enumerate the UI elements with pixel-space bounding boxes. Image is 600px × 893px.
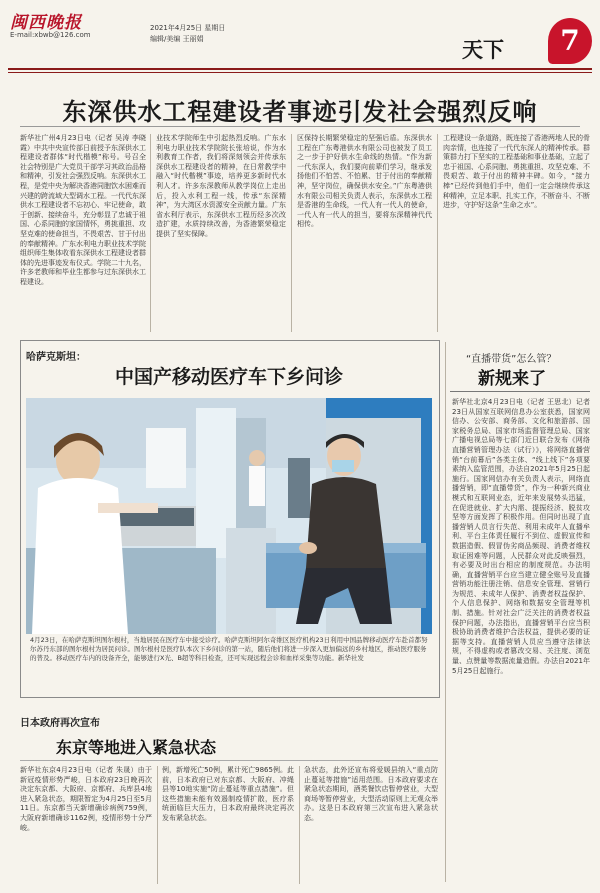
- feature-headline: 中国产移动医疗车下乡问诊: [114, 366, 343, 388]
- column-separator: [437, 134, 438, 332]
- lead-column-4: 工程建设一条道路，既连接了香港两地人民的骨肉亲情，也连接了一代代东深人的精神传承。群策群力打下坚实的工程基础和事业基础，立起了忠于祖国、心系同胞、勇挑重担、攻坚克难、不畏艰苦、敢于付出的精神丰碑。如今，“接力棒”已经传到他们手中，他们一定会继续传承这种精神，立足本职、扎实工作，不断奋斗、不断进步，守护好这条“生命之水”。: [443, 134, 590, 210]
- column-separator: [299, 766, 300, 884]
- lead-column-3: 区保持长期繁荣稳定的坚强后盾。东深供水工程在广东粤港供水有限公司也被发了员工之一步于护好供水生命线的热情。“作为新一代东深人，我们要向前辈们学习，继承发扬他们不怕苦、不怕累、甘于付出的奉献精神，坚守岗位，确保供水安全。”广东粤港供水有限公司相关负责人表示，东深供水工程是香港的生命线，一代人有一代人的使命，一代人有一代人的担当，要将东深精神代代相传。: [297, 134, 432, 229]
- lead-column-1: 新华社广州4月23日电（记者 吴涛 李晓霞）中共中央宣传部日前授予东深供水工程建设者群体“时代楷模”称号。号召全社会特别是广大党员干部学习其政治品格和精神，引发社会强烈反响。东深供水工程，是党中央为解决香港同胞饮水困难而兴建的跨流域大型调水工程。一代代东深供水工程建设者不忘初心、牢记使命，敢于创新、接续奋斗，充分彰显了忠诚于祖国、心系同胞的家国情怀，勇挑重担、攻坚克难的使命担当，不畏艰苦、甘于付出的奉献精神。广东水利电力职业技术学院组织师生集体收看东深供水工程建设者群体的先进事迹发布仪式。学院二十九名，许多老教师和毕业生都参与过东深供水工程建设。: [20, 134, 146, 286]
- right-headline-rule: [450, 391, 590, 392]
- section-title: 天下: [462, 37, 504, 62]
- bottom-headline: 东京等地进入紧急状态: [56, 738, 217, 757]
- lead-column-2: 业技术学院师生中引起热烈反响。广东水利电力职业技术学院院长张培说，作为水利教育工作者，我们将深刻领会并传承东深供水工程建设者的精神，在日常教学中融入“时代楷模”事迹，培养更多新时代水利人才。许多东深教师从教学岗位上走出后，投入水利工程一线，传承“东深精神”，为大湾区水资源安全贡献力量。广东省水利厅表示，东深供水工程历经多次改造扩建，水质持续改善，为香港繁荣稳定提供了坚实保障。: [156, 134, 286, 238]
- column-separator: [150, 134, 151, 332]
- bottom-column-3: 急状态，此外还宣布将爱媛县纳入“重点防止蔓延等措施”适用范围。日本政府要求在紧急状态期间，酒类餐饮店暂停营业，大型商场等暂停营业，大型活动原则上无观众举办。这是日本政府第三次宣布进入紧急状态。: [304, 766, 438, 822]
- column-separator: [445, 342, 446, 882]
- feature-kicker: 哈萨克斯坦：: [26, 352, 86, 363]
- bottom-kicker: 日本政府再次宣布: [20, 718, 100, 729]
- contact-email: E-mail:xbwb@126.com: [10, 31, 91, 39]
- header-divider-thin: [8, 72, 592, 73]
- right-story-body: 新华社北京4月23日电（记者 王思北）记者23日从国家互联网信息办公室获悉，国家网信办、公安部、商务部、文化和旅游部、国家税务总局、国家市场监督管理总局、国家广播电视总局等七部门近日联合发布《网络直播营销管理办法（试行）》，将网络直播营销“台前幕后”各类主体、“线上线下”各项要素纳入监管范围，办法自2021年5月25日起施行。国家网信办有关负责人表示，网络直播营销，即“直播带货”，作为一种新兴商业模式和互联网业态，近年来发展势头迅猛，在促进就业、扩大内需、提振经济、脱贫攻坚等方面发挥了积极作用。但同时出现了直播营销人员言行失范、利用未成年人直播牟利、平台主体责任履行不到位、虚假宣传和数据造假、假冒伪劣商品频现、消费者维权取证困难等问题，人民群众对此反映强烈，有必要及时出台相应的制度规范。办法明确，直播营销平台应当建立健全账号及直播营销功能注册注销、信息安全管理、营销行为规范、未成年人保护、消费者权益保护、个人信息保护、网络和数据安全管理等机制、措施。针对社会广泛关注的消费者权益保护问题，办法指出，直播营销平台应当积极协助消费者维护合法权益，提供必要的证据等支持。直播营销人员应当遵守法律法规，不得虚构或者篡改交易、关注度、浏览量、点赞量等数据流量造假。办法自2021年5月25日起施行。: [452, 398, 590, 675]
- issue-date: 2021年4月25日 星期日: [150, 24, 226, 32]
- photo-illustration: [26, 398, 432, 634]
- bottom-headline-rule: [20, 760, 438, 761]
- headline-underline: [20, 126, 580, 127]
- bottom-column-2: 例，新增死亡50例，累计死亡9865例。此前，日本政府已对东京都、大阪府、冲绳县等10地实施“防止蔓延等重点措施”。但这些措施未能有效遏制疫情扩散，医疗系统面临巨大压力，日本政府最终决定再次发布紧急状态。: [162, 766, 294, 822]
- page-number-badge: 7: [548, 18, 592, 64]
- right-headline: 新规来了: [478, 369, 546, 389]
- column-separator: [291, 134, 292, 332]
- column-separator: [157, 766, 158, 884]
- news-photo-medical-van: [26, 398, 432, 634]
- newspaper-logo: 闽西晚报: [10, 13, 82, 33]
- right-kicker: “直播带货”怎么管？: [466, 354, 557, 365]
- lead-headline: 东深供水工程建设者事迹引发社会强烈反响: [62, 97, 538, 126]
- bottom-column-1: 新华社东京4月23日电（记者 朱晟）由于新冠疫情形势严峻，日本政府23日晚再次决定东京都、大阪府、京都府、兵库县4地进入紧急状态，期限暂定为4月25日至5月11日。东京都当天新增确诊病例759例，大阪府新增确诊1162例，疫情形势十分严峻。: [20, 766, 152, 832]
- header-divider: [8, 68, 592, 70]
- editor-credit: 编辑/美编 王丽娟: [150, 35, 204, 43]
- photo-caption: 4月23日，在哈萨克斯坦图尔根村，当地居民在医疗车中接受诊疗。哈萨克斯坦阿尔奇维区医疗机构23日利用中国品牌移动医疗车赴首都努尔苏丹东部的图尔根村为居民问诊。图尔根村是医疗队本次下乡问诊的第一站，随后他们将进一步深入更加偏远的乡村地区，推动医疗服务的普及。移动医疗车内的设备齐全，能够进行X光、B超等科目检查，还可实现远程会诊和血样采集等功能。新华社发: [30, 636, 428, 662]
